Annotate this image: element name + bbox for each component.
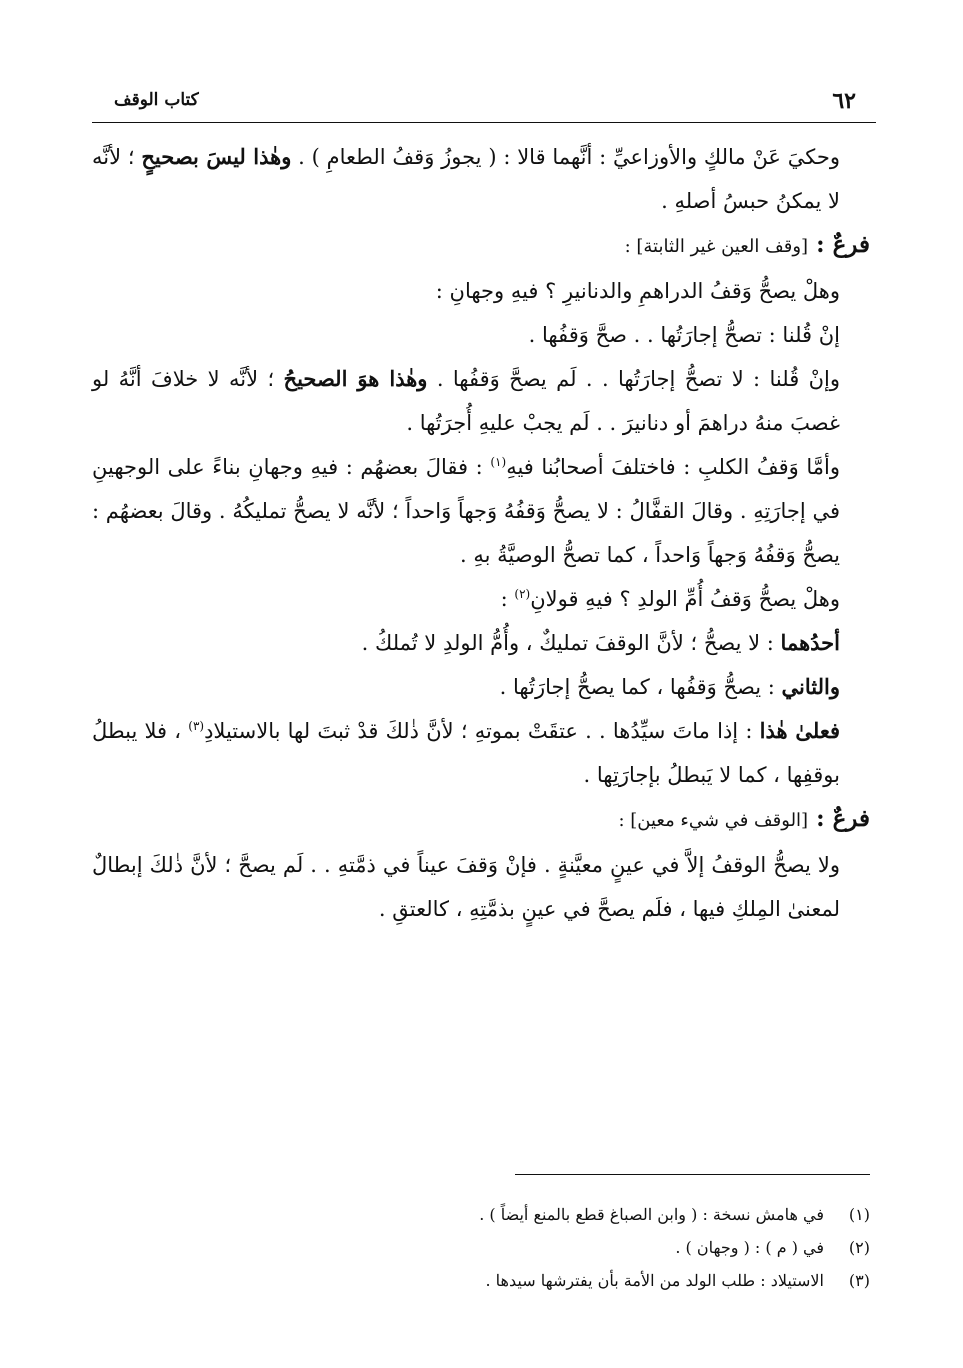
branch-heading-2 (92, 797, 870, 843)
paragraph-dirhams: وهلْ يصحُّ وَقفُ الدراهمِ والدنانيرِ ؟ فيهِ وجهانِ : (435, 279, 840, 303)
branch-label: فرعٌ : (808, 231, 870, 258)
running-title: كتاب الوقف (114, 90, 199, 110)
text-run: : إذا ماتَ سيِّدُها . . عتقَتْ بموتهِ ؛ لأنَّ ذٰلكَ قدْ ثبتَ لها بالاستيلادِ (204, 719, 760, 743)
footnote-ref: (١) (490, 455, 507, 469)
bold-run: والثاني (781, 674, 840, 699)
text-run: : (500, 587, 515, 611)
footnote-text: في هامش نسخة : ( وابن الصباغ قطع بالمنع أيضاً ) . (479, 1205, 824, 1224)
paragraph-rent-invalid (92, 357, 870, 445)
text-run: : لا يصحُّ ؛ لأنَّ الوقفَ تمليكٌ ، وأُمُّ الولدِ لا تُملكُ . (361, 631, 781, 655)
main-text (92, 135, 870, 931)
page-header (92, 88, 876, 123)
footnote-divider (515, 1174, 870, 1175)
branch-title: [وقف العين غير الثابتة] : (624, 236, 809, 257)
footnote-ref: (٢) (514, 587, 531, 601)
text-run: ؛ لأنَّه لا خلافَ أنَّهُ لو غصبَ منهُ دراهمَ أو دنانيرَ . . لَم يجبْ عليهِ أُجرَتُها . (92, 367, 840, 435)
text-run: : فقالَ بعضهُم : فيهِ وجهانِ بناءً على الوجهينِ في إجارَتِهِ . وقالَ القفَّالُ : لا يصحُّ وَقفُهُ وَجهاً وَاحداً ؛ لأنَّه لا يصحُّ تمليكُهُ . وقالَ بعضهُم : يصحُّ وَقفُهُ وَجهاً وَاحداً ، كما تصحُّ الوصيَّةُ بهِ . (92, 455, 840, 567)
paragraph-dog (92, 445, 870, 577)
page-number: ٦٢ (832, 88, 856, 114)
text-run: وهلْ يصحُّ وَقفُ أُمِّ الولدِ ؟ فيهِ قولانِ (530, 587, 840, 611)
paragraph-first-opinion (92, 621, 870, 665)
footnotes (92, 1198, 870, 1297)
branch-label: فرعٌ : (808, 805, 870, 832)
text-run: وأمَّا وَقفُ الكلبِ : فاختلفَ أصحابُنا فيهِ (506, 455, 841, 479)
paragraph-umm-walad (92, 577, 870, 621)
text-run: وإنْ قُلنا : لا تصحُّ إجارَتُها . . لَم يصحَّ وَقفُها . (427, 367, 841, 391)
branch-heading-1 (92, 223, 870, 269)
footnote-ref: (٣) (188, 719, 205, 733)
footnote-2 (92, 1231, 870, 1264)
branch-title: [الوقف في شيء معين] : (618, 810, 809, 831)
paragraph-consequence (92, 709, 870, 797)
paragraph-malik-opinion (92, 135, 870, 223)
bold-run: وهٰذا ليسَ بصحيحٍ (141, 144, 292, 169)
text-run: : يصحُّ وَقفُها ، كما يصحُّ إجارَتُها . (499, 675, 782, 699)
paragraph-specific-item: ولا يصحُّ الوقفُ إلاَّ في عينٍ معيَّنةٍ . فإنْ وَقفَ عيناً في ذمَّتهِ . . لَم يصحَّ ؛ لأنَّ ذٰلكَ إبطالٌ لمعنىٰ المِلكِ فيها ، فلَم يصحَّ في عينٍ بذمَّتِهِ ، كالعتقِ . (92, 853, 840, 921)
footnote-text: في ( م ) : ( وجهان ) . (675, 1238, 824, 1257)
paragraph-second-opinion (92, 665, 870, 709)
footnote-1 (92, 1198, 870, 1231)
text-run: ، فلا يبطلُ بوقفِها ، كما لا يَبطلُ بإجارَتِها . (92, 719, 840, 787)
footnote-number: (٣) (848, 1271, 870, 1290)
footnote-number: (٢) (848, 1238, 870, 1257)
bold-run: أحدُهما (780, 630, 840, 655)
bold-run: فعلىٰ هٰذا (759, 718, 840, 743)
footnote-3 (92, 1264, 870, 1297)
paragraph-rent-valid: إنْ قُلنا : تصحُّ إجارَتُها . . صحَّ وَقفُها . (528, 323, 840, 347)
text-run: ؛ لأنَّه لا يمكنُ حبسُ أصلهِ . (92, 145, 840, 213)
bold-run: وهٰذا هوَ الصحيحُ (283, 366, 428, 391)
footnote-text: الاستيلاد : طلب الولد من الأمة بأن يفترشها سيدها . (485, 1271, 824, 1290)
text-run: وحكيَ عَنْ مالكٍ والأوزاعيِّ : أنَّهما قالا : ( يجوزُ وَقفُ الطعامِ ) . (291, 145, 840, 169)
footnote-number: (١) (848, 1205, 870, 1224)
